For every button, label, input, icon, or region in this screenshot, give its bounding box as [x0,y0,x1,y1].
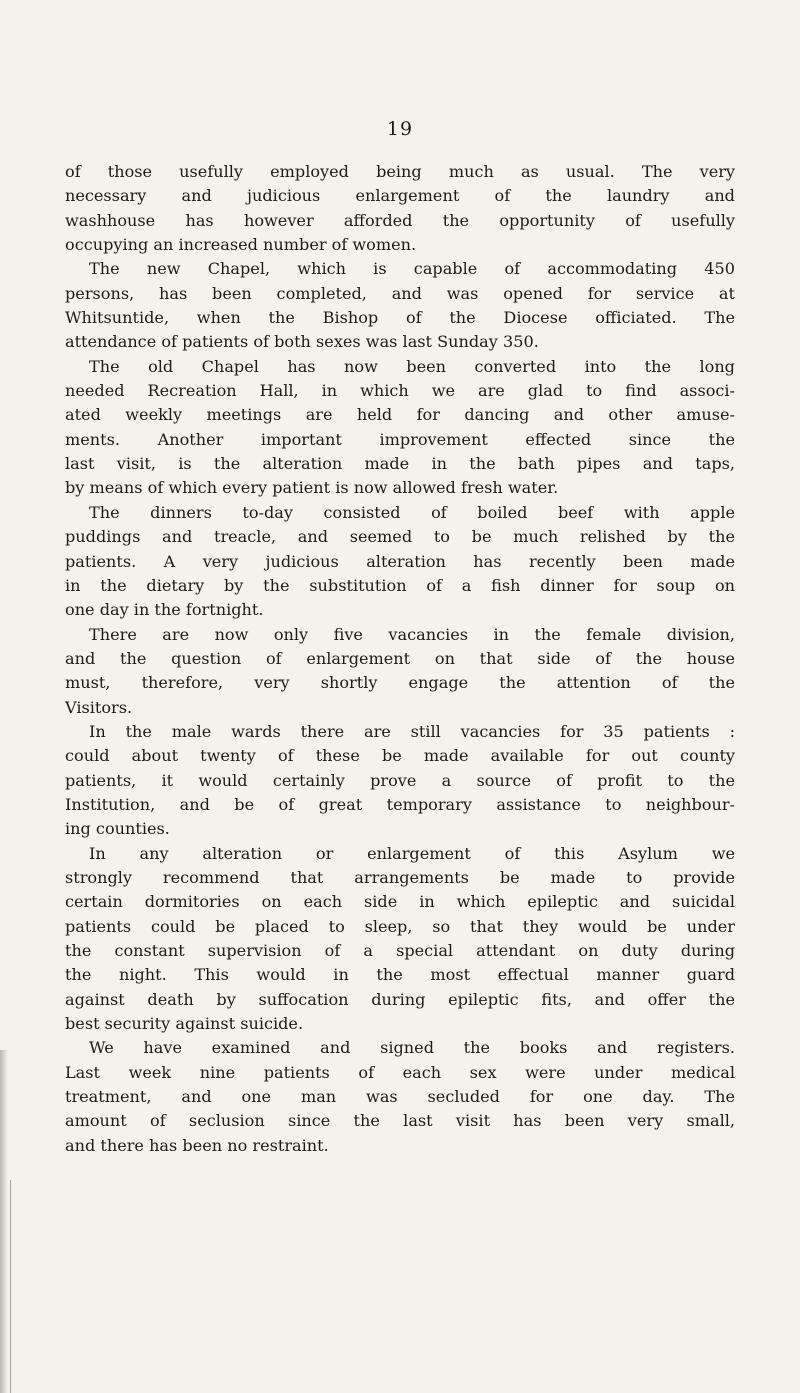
text-line: ments. Another important improvement effected since the [65,429,735,449]
text-line: needed Recreation Hall, in which we are glad to find associ- [65,381,735,401]
paragraph [65,1036,735,1158]
text-line: treatment, and one man was secluded for one day. The [65,1087,735,1107]
text-line: Visitors. [65,697,133,717]
text-line: ated weekly meetings are held for dancing and other amuse- [65,405,735,425]
text-line: strongly recommend that arrangements be made to provide [65,867,735,887]
text-line: patients. A very judicious alteration has recently been made [65,551,735,571]
text-line: patients could be placed to sleep, so that they would be under [65,916,735,936]
text-line: in the dietary by the substitution of a fish dinner for soup on [65,575,735,595]
body-text [65,160,735,1158]
text-line: The dinners to-day consisted of boiled beef with apple [89,502,735,522]
text-line: washhouse has however afforded the opportunity of usefully [65,210,735,230]
page-number: 19 [386,118,414,140]
text-line: and the question of enlargement on that side of the house [65,648,735,668]
text-line: puddings and treacle, and seemed to be much relished by the [65,527,735,547]
text-line: There are now only five vacancies in the female division, [89,624,735,644]
text-line: could about twenty of these be made available for out county [65,746,735,766]
text-line: by means of which every patient is now allowed fresh water. [65,478,559,498]
text-line: Institution, and be of great temporary assistance to neighbour- [65,794,735,814]
text-line: the constant supervision of a special attendant on duty during [65,941,735,960]
text-line: must, therefore, very shortly engage the attention of the [65,673,735,693]
paragraph [65,160,735,257]
text-line: necessary and judicious enlargement of the laundry and [65,186,735,206]
page-edge-shadow [0,1050,8,1393]
text-line: We have examined and signed the books and registers. [89,1038,735,1058]
text-line: amount of seclusion since the last visit has been very small, [65,1111,735,1131]
text-line: Last week nine patients of each sex were under medical [65,1062,735,1082]
text-line: and there has been no restraint. [65,1135,329,1155]
paragraph [65,720,735,842]
text-line: one day in the fortnight. [65,600,264,620]
text-line: patients, it would certainly prove a source of profit to the [65,770,735,790]
text-line: of those usefully employed being much as usual. The very [65,162,735,181]
text-line: certain dormitories on each side in which epileptic and suicidal [65,892,735,912]
text-line: Whitsuntide, when the Bishop of the Diocese officiated. The [65,308,735,328]
text-line: ing counties. [65,819,170,839]
text-line: attendance of patients of both sexes was last Sunday 350. [65,332,539,352]
text-line: The new Chapel, which is capable of accommodating 450 [89,259,735,279]
text-line: the night. This would in the most effectual manner guard [65,965,735,985]
text-line: last visit, is the alteration made in the bath pipes and taps, [65,454,735,474]
text-line: occupying an increased number of women. [65,235,417,255]
text-line: against death by suffocation during epileptic fits, and offer the [65,989,735,1009]
paragraph [65,355,735,501]
paragraph [65,501,735,623]
paragraph [65,623,735,720]
text-line: The old Chapel has now been converted into the long [89,356,735,376]
text-line: In any alteration or enlargement of this Asylum we [89,843,735,863]
text-line: persons, has been completed, and was opened for service at [65,283,735,303]
text-line: best security against suicide. [65,1014,304,1034]
paragraph [65,842,735,1037]
page-edge-line [10,1180,11,1393]
text-line: In the male wards there are still vacancies for 35 patients : [89,721,735,741]
paragraph [65,257,735,354]
